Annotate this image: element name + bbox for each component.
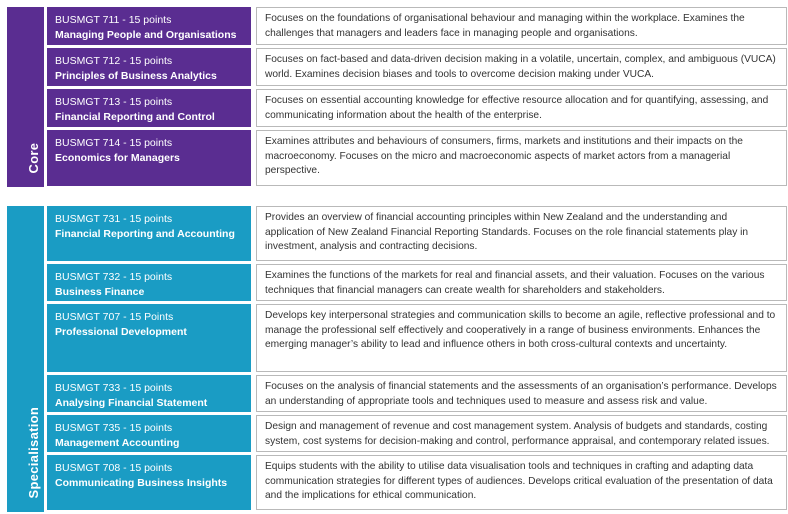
course-code: BUSMGT 707 - 15 Points xyxy=(55,311,174,323)
course-row xyxy=(47,48,787,86)
specialisation-section xyxy=(7,206,787,512)
course-title: Financial Reporting and Accounting xyxy=(55,227,235,240)
core-label: Core xyxy=(25,142,41,174)
course-title: Economics for Managers xyxy=(55,151,180,164)
course-row xyxy=(47,455,787,510)
course-heading xyxy=(47,304,251,372)
course-row xyxy=(47,7,787,45)
course-code: BUSMGT 713 - 15 points xyxy=(55,96,173,108)
course-heading xyxy=(47,375,251,412)
course-code: BUSMGT 714 - 15 points xyxy=(55,137,173,149)
specialisation-side-bar xyxy=(7,206,44,512)
course-row xyxy=(47,264,787,301)
course-title: Management Accounting xyxy=(55,436,180,449)
course-code: BUSMGT 708 - 15 points xyxy=(55,462,173,474)
course-description: Focuses on fact-based and data-driven decision making in a volatile, uncertain, complex, and ambiguous (VUCA) world. Examines decision biases and tools to overcome decision making under VUCA. xyxy=(256,48,787,86)
course-description: Focuses on essential accounting knowledge for effective resource allocation and for quantifying, assessing, and communicating information about the health of the enterprise. xyxy=(256,89,787,127)
core-side-bar xyxy=(7,7,44,187)
course-row xyxy=(47,304,787,372)
course-heading xyxy=(47,7,251,45)
core-section xyxy=(7,7,787,187)
course-description: Provides an overview of financial accounting principles within New Zealand and the understanding and application of New Zealand Financial Reporting Standards. Focuses on the role financial statements play in investment, analysis and contracting decisions. xyxy=(256,206,787,261)
course-heading xyxy=(47,130,251,186)
course-heading xyxy=(47,455,251,510)
course-heading xyxy=(47,206,251,261)
course-code: BUSMGT 731 - 15 points xyxy=(55,213,173,225)
course-heading xyxy=(47,415,251,452)
course-description: Examines attributes and behaviours of consumers, firms, markets and institutions and their impacts on the macroeconomy. Focuses on the micro and macroeconomic aspects of market actors from a managerial perspective. xyxy=(256,130,787,186)
course-heading xyxy=(47,89,251,127)
course-title: Business Finance xyxy=(55,285,145,298)
course-title: Managing People and Organisations xyxy=(55,28,237,41)
course-title: Principles of Business Analytics xyxy=(55,69,217,82)
course-code: BUSMGT 711 - 15 points xyxy=(55,14,172,26)
course-description: Focuses on the foundations of organisational behaviour and managing within the workplace. Examines the challenges that managers and leaders face in managing people and organisations. xyxy=(256,7,787,45)
course-row xyxy=(47,206,787,261)
course-description: Examines the functions of the markets for real and financial assets, and their valuation. Focuses on the various techniques that financial managers can create wealth for shareholders and stakeholders. xyxy=(256,264,787,301)
course-heading xyxy=(47,48,251,86)
course-heading xyxy=(47,264,251,301)
course-code: BUSMGT 735 - 15 points xyxy=(55,422,173,434)
course-description: Develops key interpersonal strategies and communication skills to become an agile, reflective professional and to manage the professional self effectively and cooperatively in a range of business environments. Enhances the emerging manager’s ability to lead and influence others in both cross-cultural contexts and uncertainty. xyxy=(256,304,787,372)
course-code: BUSMGT 712 - 15 points xyxy=(55,55,173,67)
course-title: Financial Reporting and Control xyxy=(55,110,215,123)
course-description: Focuses on the analysis of financial statements and the assessments of an organisation’s performance. Develops an understanding of appropriate tools and techniques used to measure and assess risk and value. xyxy=(256,375,787,412)
course-row xyxy=(47,375,787,412)
course-code: BUSMGT 733 - 15 points xyxy=(55,382,173,394)
course-description: Equips students with the ability to utilise data visualisation tools and techniques in crafting and adapting data communication strategies for different types of audiences. Develops critical evaluation of the presentation of data and the implications for ethical communication. xyxy=(256,455,787,510)
specialisation-label: Specialisation xyxy=(25,406,41,499)
course-row xyxy=(47,415,787,452)
course-row xyxy=(47,130,787,186)
course-row xyxy=(47,89,787,127)
course-title: Analysing Financial Statement xyxy=(55,396,208,409)
course-code: BUSMGT 732 - 15 points xyxy=(55,271,173,283)
course-title: Professional Development xyxy=(55,325,187,338)
course-description: Design and management of revenue and cost management system. Analysis of budgets and standards, costing system, cost systems for decision-making and control, performance appraisal, and contemporary related issues. xyxy=(256,415,787,452)
course-title: Communicating Business Insights xyxy=(55,476,228,489)
